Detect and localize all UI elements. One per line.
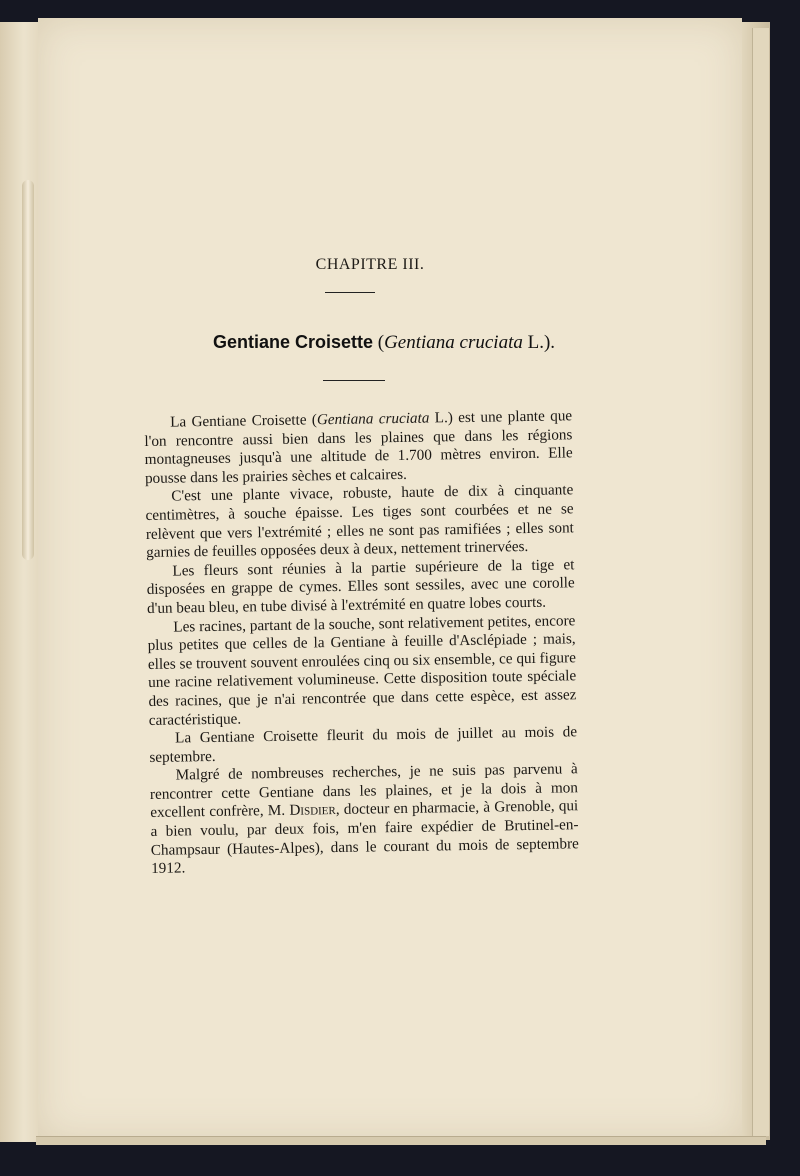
- paragraph-1: [144, 407, 573, 488]
- body-text: [144, 407, 579, 879]
- paragraph-3: Les fleurs sont réunies à la partie supérieure de la tige et disposées en grappe de cymes. Elles sont sessiles, avec une corolle d'un beau bleu, en tube divisé à l'extrémité en quatre lobes courts.: [146, 556, 575, 617]
- binding-fold: [22, 180, 34, 560]
- paragraph-1-rest: L.) est une plante que l'on rencontre aussi bien dans les plaines que dans les régions montagneuses jusqu'à une altitude de 1.700 mètres environ. Elle pousse dans les prairies sèches et calcaires.: [144, 407, 573, 487]
- heading-rule-bottom: [323, 380, 385, 381]
- page-bottom-edge: [36, 1136, 766, 1145]
- book-page: [38, 18, 742, 1140]
- paragraph-6-name: Disdier: [289, 801, 336, 820]
- facing-page-edge: [0, 22, 41, 1142]
- paragraph-5: La Gentiane Croisette fleurit du mois de juillet au mois de septembre.: [149, 723, 578, 766]
- heading-rule-top: [325, 292, 375, 293]
- paragraph-2: C'est une plante vivace, robuste, haute de dix à cinquante centimètres, à souche épaisse. Les tiges sont courbées et ne se relèvent que vers l'extrémité ; elles ne sont pas ramifiées ; elles sont garnies de feuilles opposées deux à deux, nettement trinervées.: [145, 481, 574, 562]
- title-latin-name: Gentiana cruciata: [384, 332, 523, 353]
- title-common-name: Gentiane Croisette: [212, 332, 373, 352]
- chapter-heading: CHAPITRE III.: [315, 256, 425, 273]
- paragraph-4: Les racines, partant de la souche, sont relativement petites, encore plus petites que celles de la Gentiane à feuille d'Asclépiade ; mais, elles se trouvent souvent enroulées cinq ou six ensemble, ce qui figure une racine relativement volumineuse. Cette disposition toute spéciale des racines, que je n'ai rencontrée que dans cette espèce, est assez caractéristique.: [147, 611, 577, 729]
- paragraph-6: [150, 761, 580, 879]
- title-author: L.).: [522, 332, 556, 353]
- paragraph-1-latin: Gentiana cruciata: [316, 409, 430, 429]
- paragraph-1-lead: La Gentiane Croisette (: [169, 411, 318, 431]
- page-stack-edge-inner: [752, 28, 769, 1136]
- title-paren: (: [377, 332, 385, 353]
- paragraph-6-lead: Malgré de nombreuses recherches, je ne suis pas parvenu à rencontrer cette Gentiane dans les plaines, et je la dois à mon excellent confrère, M.: [149, 760, 579, 822]
- paragraph-6-rest: , docteur en pharmacie, à Grenoble, qui a bien voulu, par deux fois, m'en faire expédier de Brutinel-en-Champsaur (Hautes-Alpes), dans le courant du mois de septembre 1912.: [150, 797, 579, 878]
- page-title: [32, 332, 736, 354]
